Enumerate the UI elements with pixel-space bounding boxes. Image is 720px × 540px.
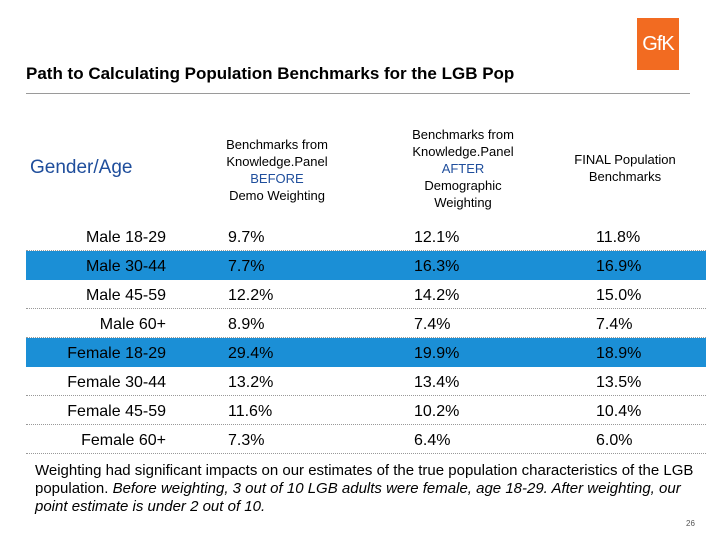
before-value: 7.7% (228, 258, 265, 275)
final-value: 10.4% (596, 403, 642, 420)
final-value: 11.8% (596, 229, 641, 246)
page-number: 26 (686, 519, 695, 528)
before-value: 12.2% (228, 287, 274, 304)
gfk-logo: GfK (637, 18, 679, 70)
final-value: 13.5% (596, 374, 642, 391)
slide-title: Path to Calculating Population Benchmarks for the LGB Pop (26, 64, 515, 83)
row-label: Female 45-59 (67, 403, 166, 420)
table-row (26, 309, 706, 338)
row-label: Female 60+ (81, 432, 166, 449)
after-line4: Weighting (434, 195, 492, 210)
footnote (35, 462, 695, 516)
final-value: 15.0% (596, 287, 642, 304)
before-line2: Knowledge.Panel (226, 154, 328, 169)
table-row (26, 222, 706, 251)
final-value: 18.9% (596, 345, 642, 362)
before-value: 13.2% (228, 374, 274, 391)
row-label: Female 18-29 (67, 345, 166, 362)
row-label: Female 30-44 (67, 374, 166, 391)
table-row (26, 338, 706, 367)
final-line2: Benchmarks (588, 169, 662, 184)
table-row (26, 251, 706, 280)
after-value: 19.9% (414, 345, 460, 362)
before-value: 9.7% (228, 229, 265, 246)
row-label: Male 30-44 (85, 258, 166, 275)
column-header-before (202, 136, 352, 204)
final-value: 6.0% (596, 432, 633, 449)
after-line2: Knowledge.Panel (412, 144, 514, 159)
header-divider (26, 93, 690, 94)
after-value: 16.3% (414, 258, 460, 275)
table-row (26, 425, 706, 454)
column-header-after (388, 126, 538, 211)
row-label: Male 45-59 (85, 287, 166, 304)
table-row (26, 280, 706, 309)
footnote-plain: Weighting had significant impacts on our estimates of the true population characteristics of the LGB population. (35, 462, 694, 497)
final-value: 16.9% (596, 258, 642, 275)
after-line1: Benchmarks from (412, 127, 514, 142)
final-line1: FINAL Population (574, 152, 676, 167)
before-value: 29.4% (228, 345, 274, 362)
footnote-italic: Before weighting, 3 out of 10 LGB adults were female, age 18-29. After weighting, our point estimate is under 2 out of 10. (35, 480, 681, 515)
after-emphasis: AFTER (441, 161, 485, 176)
before-value: 11.6% (228, 403, 273, 420)
before-value: 7.3% (228, 432, 265, 449)
final-value: 7.4% (596, 316, 633, 333)
table-row (26, 396, 706, 425)
after-value: 7.4% (414, 316, 451, 333)
before-value: 8.9% (228, 316, 265, 333)
after-value: 13.4% (414, 374, 460, 391)
before-line1: Benchmarks from (226, 137, 328, 152)
after-line3: Demographic (424, 178, 502, 193)
after-value: 14.2% (414, 287, 460, 304)
row-header-label: Gender/Age (30, 157, 133, 178)
before-line3: Demo Weighting (229, 188, 325, 203)
table-row (26, 367, 706, 396)
row-label: Male 60+ (99, 316, 166, 333)
after-value: 12.1% (414, 229, 460, 246)
row-label: Male 18-29 (85, 229, 166, 246)
after-value: 6.4% (414, 432, 451, 449)
column-header-final (550, 151, 700, 185)
before-emphasis: BEFORE (250, 171, 304, 186)
after-value: 10.2% (414, 403, 460, 420)
